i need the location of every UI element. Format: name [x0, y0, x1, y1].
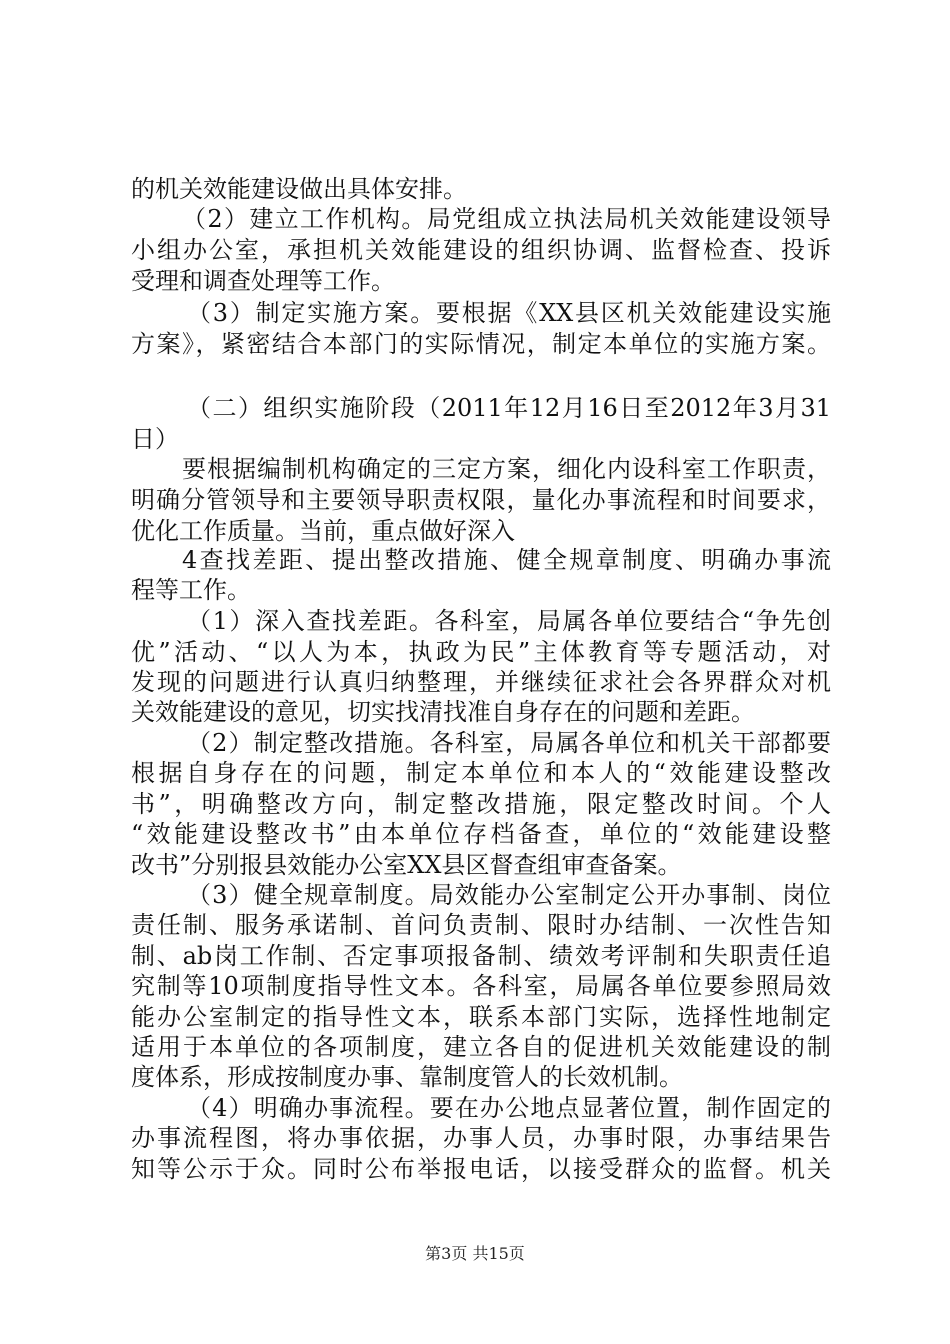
text-line: 发现的问题进行认真归纳整理，并继续征求社会各界群众对机	[131, 668, 831, 696]
text-line: 知等公示于众。同时公布举报电话，以接受群众的监督。机关	[131, 1155, 831, 1183]
text-line: 根据自身存在的问题，制定本单位和本人的“效能建设整改	[131, 759, 831, 787]
text-line: 书”，明确整改方向，制定整改措施，限定整改时间。个人	[131, 790, 831, 818]
text-line: （3）制定实施方案。要根据《XX县区机关效能建设实施	[187, 299, 831, 327]
text-line: 办事流程图，将办事依据，办事人员，办事时限，办事结果告	[131, 1124, 831, 1152]
text-line: 方案》，紧密结合本部门的实际情况，制定本单位的实施方案。	[131, 330, 831, 358]
text-line: 程等工作。	[131, 576, 251, 604]
text-line: （4）明确办事流程。要在办公地点显著位置，制作固定的	[187, 1094, 831, 1122]
text-line: 适用于本单位的各项制度，建立各自的促进机关效能建设的制	[131, 1033, 831, 1061]
text-line: （1）深入查找差距。各科室，局属各单位要结合“争先创	[187, 607, 831, 635]
text-line: 4查找差距、提出整改措施、健全规章制度、明确办事流	[182, 546, 831, 574]
text-line: 度体系，形成按制度办事、靠制度管人的长效机制。	[131, 1063, 683, 1091]
text-line: 受理和调查处理等工作。	[131, 267, 395, 295]
section-heading: （二）组织实施阶段（2011年12月16日至2012年3月31	[187, 394, 831, 422]
page-footer: 第3页 共15页	[425, 1244, 525, 1263]
text-line: 究制等10项制度指导性文本。各科室，局属各单位要参照局效	[131, 972, 831, 1000]
text-line: 优”活动、“以人为本，执政为民”主体教育等专题活动，对	[131, 638, 831, 666]
text-line: 小组办公室，承担机关效能建设的组织协调、监督检查、投诉	[131, 236, 831, 264]
text-line: “效能建设整改书”由本单位存档备查，单位的“效能建设整	[131, 820, 831, 848]
text-line: 制、ab岗工作制、否定事项报备制、绩效考评制和失职责任追	[131, 942, 831, 970]
text-line: 能办公室制定的指导性文本，联系本部门实际，选择性地制定	[131, 1003, 831, 1031]
text-line: （2）制定整改措施。各科室，局属各单位和机关干部都要	[187, 729, 831, 757]
text-line: 责任制、服务承诺制、首问负责制、限时办结制、一次性告知	[131, 911, 831, 939]
text-line: 改书”分别报县效能办公室XX县区督查组审查备案。	[131, 851, 682, 879]
text-line: 关效能建设的意见，切实找清找准自身存在的问题和差距。	[131, 698, 755, 726]
text-line: 的机关效能建设做出具体安排。	[131, 175, 467, 203]
text-line: 优化工作质量。当前，重点做好深入	[131, 517, 515, 545]
text-line: 日）	[131, 425, 179, 453]
text-line: （3）健全规章制度。局效能办公室制定公开办事制、岗位	[187, 881, 831, 909]
text-line: 要根据编制机构确定的三定方案，细化内设科室工作职责，	[182, 455, 831, 483]
text-line: 明确分管领导和主要领导职责权限，量化办事流程和时间要求，	[131, 486, 831, 514]
text-line: （2）建立工作机构。局党组成立执法局机关效能建设领导	[182, 205, 831, 233]
